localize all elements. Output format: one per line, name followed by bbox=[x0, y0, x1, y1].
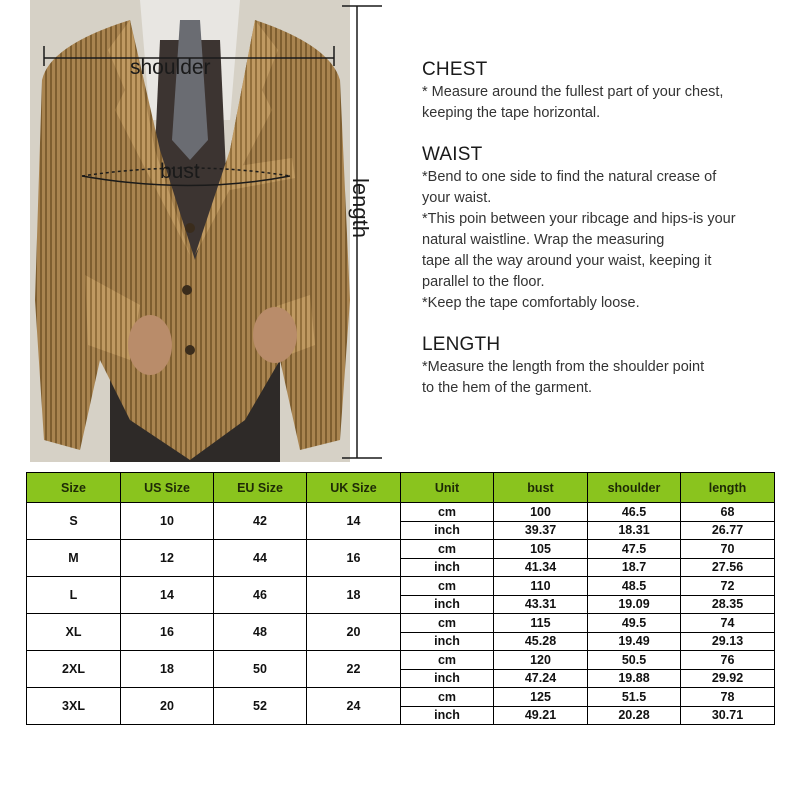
instruction-line: * Measure around the fullest part of your chest, bbox=[422, 84, 724, 100]
cell-us: 10 bbox=[121, 503, 214, 540]
cell-unit: inch bbox=[401, 521, 494, 540]
chest-section bbox=[422, 58, 792, 124]
length-title: LENGTH bbox=[422, 334, 501, 355]
cell-unit: cm bbox=[401, 540, 494, 559]
chest-title: CHEST bbox=[422, 59, 488, 80]
cell-eu: 52 bbox=[214, 688, 307, 725]
cell-size: 2XL bbox=[27, 651, 121, 688]
shoulder-label: shoulder bbox=[130, 56, 211, 79]
header-bust: bust bbox=[494, 473, 588, 503]
cell-unit: inch bbox=[401, 632, 494, 651]
instruction-line: *Keep the tape comfortably loose. bbox=[422, 295, 640, 311]
cell-uk: 22 bbox=[307, 651, 401, 688]
header-uk-size: UK Size bbox=[307, 473, 401, 503]
cell-size: XL bbox=[27, 614, 121, 651]
cell-eu: 42 bbox=[214, 503, 307, 540]
cell-size: S bbox=[27, 503, 121, 540]
table-row bbox=[27, 503, 775, 522]
table-header-row bbox=[27, 473, 775, 503]
instruction-line: *Bend to one side to find the natural crease of bbox=[422, 169, 717, 185]
bust-label: bust bbox=[160, 160, 200, 183]
cell-length: 78 bbox=[681, 688, 775, 707]
cell-bust: 45.28 bbox=[494, 632, 588, 651]
cell-shoulder: 19.49 bbox=[588, 632, 681, 651]
cell-us: 14 bbox=[121, 577, 214, 614]
cell-length: 26.77 bbox=[681, 521, 775, 540]
cell-bust: 125 bbox=[494, 688, 588, 707]
cell-length: 74 bbox=[681, 614, 775, 633]
cell-length: 72 bbox=[681, 577, 775, 596]
table-row bbox=[27, 577, 775, 596]
cell-length: 68 bbox=[681, 503, 775, 522]
cell-shoulder: 49.5 bbox=[588, 614, 681, 633]
cell-shoulder: 20.28 bbox=[588, 706, 681, 725]
cell-uk: 20 bbox=[307, 614, 401, 651]
header-unit: Unit bbox=[401, 473, 494, 503]
cell-uk: 14 bbox=[307, 503, 401, 540]
cell-length: 27.56 bbox=[681, 558, 775, 577]
cell-bust: 110 bbox=[494, 577, 588, 596]
table-row bbox=[27, 651, 775, 670]
cell-us: 12 bbox=[121, 540, 214, 577]
cell-bust: 49.21 bbox=[494, 706, 588, 725]
cell-shoulder: 19.88 bbox=[588, 669, 681, 688]
waist-title: WAIST bbox=[422, 144, 483, 165]
cell-bust: 39.37 bbox=[494, 521, 588, 540]
header-shoulder: shoulder bbox=[588, 473, 681, 503]
cell-eu: 46 bbox=[214, 577, 307, 614]
cell-size: L bbox=[27, 577, 121, 614]
instruction-line: parallel to the floor. bbox=[422, 274, 545, 290]
cell-bust: 120 bbox=[494, 651, 588, 670]
cell-uk: 18 bbox=[307, 577, 401, 614]
instruction-line: *Measure the length from the shoulder point bbox=[422, 359, 705, 375]
cell-unit: cm bbox=[401, 688, 494, 707]
table-row bbox=[27, 688, 775, 707]
cell-unit: cm bbox=[401, 651, 494, 670]
cell-uk: 24 bbox=[307, 688, 401, 725]
cell-eu: 44 bbox=[214, 540, 307, 577]
length-section bbox=[422, 333, 792, 399]
cell-length: 30.71 bbox=[681, 706, 775, 725]
length-label: length bbox=[348, 178, 373, 238]
cell-us: 20 bbox=[121, 688, 214, 725]
cell-eu: 48 bbox=[214, 614, 307, 651]
cell-eu: 50 bbox=[214, 651, 307, 688]
cell-bust: 100 bbox=[494, 503, 588, 522]
cell-us: 18 bbox=[121, 651, 214, 688]
header-us-size: US Size bbox=[121, 473, 214, 503]
measuring-instructions bbox=[422, 58, 792, 418]
cell-shoulder: 46.5 bbox=[588, 503, 681, 522]
cell-length: 29.92 bbox=[681, 669, 775, 688]
cell-unit: inch bbox=[401, 595, 494, 614]
cell-unit: cm bbox=[401, 577, 494, 596]
instruction-line: your waist. bbox=[422, 190, 492, 206]
instruction-line: tape all the way around your waist, keeping it bbox=[422, 253, 712, 269]
instruction-line: to the hem of the garment. bbox=[422, 380, 593, 396]
cell-shoulder: 18.7 bbox=[588, 558, 681, 577]
cell-shoulder: 47.5 bbox=[588, 540, 681, 559]
waist-section bbox=[422, 143, 792, 314]
cell-bust: 115 bbox=[494, 614, 588, 633]
cell-shoulder: 19.09 bbox=[588, 595, 681, 614]
header-length: length bbox=[681, 473, 775, 503]
cell-shoulder: 50.5 bbox=[588, 651, 681, 670]
header-eu-size: EU Size bbox=[214, 473, 307, 503]
cell-unit: cm bbox=[401, 503, 494, 522]
cell-size: M bbox=[27, 540, 121, 577]
cell-length: 29.13 bbox=[681, 632, 775, 651]
cell-length: 28.35 bbox=[681, 595, 775, 614]
size-chart-table bbox=[26, 472, 775, 725]
cell-length: 76 bbox=[681, 651, 775, 670]
cell-unit: inch bbox=[401, 558, 494, 577]
cell-bust: 43.31 bbox=[494, 595, 588, 614]
cell-unit: cm bbox=[401, 614, 494, 633]
table-row bbox=[27, 540, 775, 559]
instruction-line: keeping the tape horizontal. bbox=[422, 105, 601, 121]
cell-shoulder: 18.31 bbox=[588, 521, 681, 540]
cell-us: 16 bbox=[121, 614, 214, 651]
table-row bbox=[27, 614, 775, 633]
cell-unit: inch bbox=[401, 669, 494, 688]
cell-unit: inch bbox=[401, 706, 494, 725]
header-size: Size bbox=[27, 473, 121, 503]
cell-bust: 41.34 bbox=[494, 558, 588, 577]
cell-size: 3XL bbox=[27, 688, 121, 725]
instruction-line: natural waistline. Wrap the measuring bbox=[422, 232, 665, 248]
cell-bust: 105 bbox=[494, 540, 588, 559]
cell-uk: 16 bbox=[307, 540, 401, 577]
cell-bust: 47.24 bbox=[494, 669, 588, 688]
cell-shoulder: 51.5 bbox=[588, 688, 681, 707]
cell-shoulder: 48.5 bbox=[588, 577, 681, 596]
instruction-line: *This poin between your ribcage and hips-is your bbox=[422, 211, 736, 227]
cell-length: 70 bbox=[681, 540, 775, 559]
